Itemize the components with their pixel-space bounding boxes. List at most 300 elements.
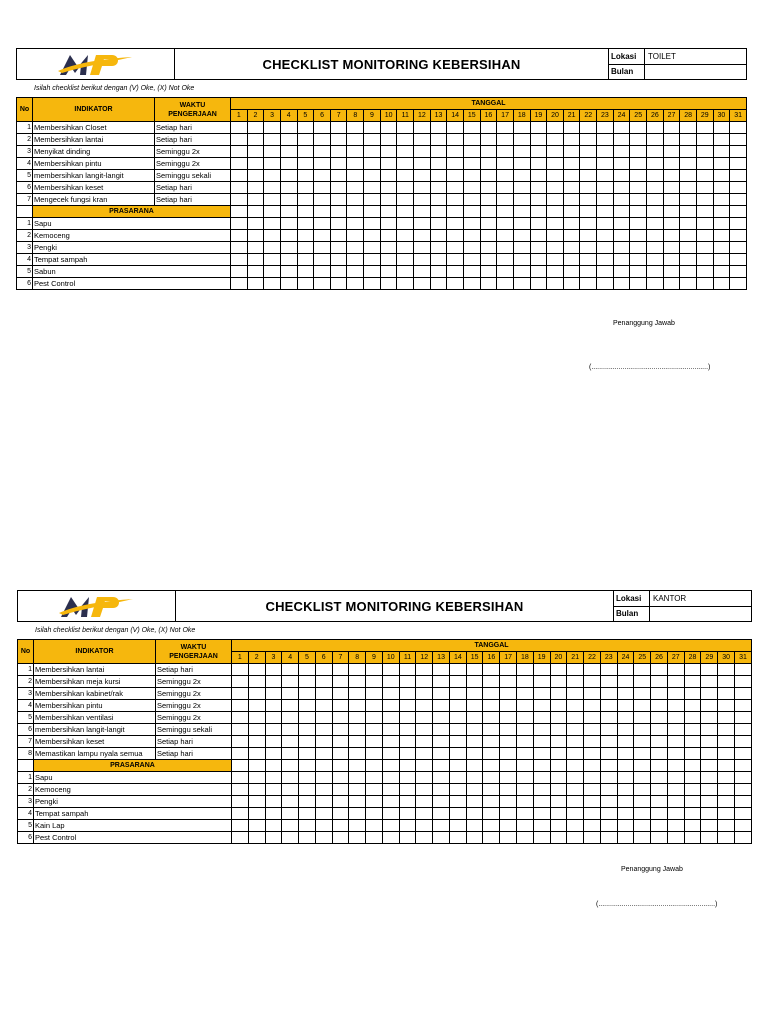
check-cell[interactable] — [349, 820, 366, 832]
check-cell[interactable] — [597, 230, 614, 242]
check-cell[interactable] — [416, 664, 433, 676]
check-cell[interactable] — [550, 712, 567, 724]
check-cell[interactable] — [634, 772, 651, 784]
check-cell[interactable] — [563, 182, 580, 194]
check-cell[interactable] — [364, 134, 381, 146]
check-cell[interactable] — [449, 664, 466, 676]
check-cell[interactable] — [397, 134, 414, 146]
check-cell[interactable] — [550, 724, 567, 736]
check-cell[interactable] — [701, 676, 718, 688]
check-cell[interactable] — [314, 230, 331, 242]
check-cell[interactable] — [533, 832, 550, 844]
check-cell[interactable] — [567, 700, 584, 712]
check-cell[interactable] — [347, 206, 364, 218]
check-cell[interactable] — [584, 808, 601, 820]
check-cell[interactable] — [430, 182, 447, 194]
check-cell[interactable] — [416, 676, 433, 688]
check-cell[interactable] — [264, 146, 281, 158]
check-cell[interactable] — [651, 688, 668, 700]
check-cell[interactable] — [718, 664, 735, 676]
check-cell[interactable] — [380, 134, 397, 146]
check-cell[interactable] — [265, 688, 282, 700]
check-cell[interactable] — [349, 676, 366, 688]
check-cell[interactable] — [382, 676, 399, 688]
check-cell[interactable] — [466, 808, 483, 820]
check-cell[interactable] — [265, 700, 282, 712]
check-cell[interactable] — [380, 170, 397, 182]
check-cell[interactable] — [563, 206, 580, 218]
check-cell[interactable] — [533, 724, 550, 736]
check-cell[interactable] — [730, 182, 747, 194]
check-cell[interactable] — [364, 230, 381, 242]
check-cell[interactable] — [634, 688, 651, 700]
check-cell[interactable] — [713, 122, 730, 134]
check-cell[interactable] — [630, 194, 647, 206]
check-cell[interactable] — [480, 170, 497, 182]
check-cell[interactable] — [330, 242, 347, 254]
check-cell[interactable] — [580, 170, 597, 182]
check-cell[interactable] — [530, 242, 547, 254]
check-cell[interactable] — [530, 146, 547, 158]
check-cell[interactable] — [667, 712, 684, 724]
check-cell[interactable] — [630, 170, 647, 182]
check-cell[interactable] — [414, 182, 431, 194]
check-cell[interactable] — [530, 266, 547, 278]
check-cell[interactable] — [416, 772, 433, 784]
check-cell[interactable] — [701, 796, 718, 808]
check-cell[interactable] — [630, 206, 647, 218]
check-cell[interactable] — [416, 724, 433, 736]
check-cell[interactable] — [447, 158, 464, 170]
check-cell[interactable] — [647, 218, 664, 230]
check-cell[interactable] — [684, 784, 701, 796]
check-cell[interactable] — [231, 122, 248, 134]
check-cell[interactable] — [584, 700, 601, 712]
check-cell[interactable] — [734, 712, 751, 724]
check-cell[interactable] — [264, 182, 281, 194]
check-cell[interactable] — [600, 784, 617, 796]
check-cell[interactable] — [730, 122, 747, 134]
check-cell[interactable] — [567, 784, 584, 796]
check-cell[interactable] — [480, 278, 497, 290]
check-cell[interactable] — [466, 736, 483, 748]
check-cell[interactable] — [718, 796, 735, 808]
check-cell[interactable] — [349, 700, 366, 712]
check-cell[interactable] — [497, 170, 514, 182]
check-cell[interactable] — [332, 736, 349, 748]
check-cell[interactable] — [483, 808, 500, 820]
check-cell[interactable] — [347, 134, 364, 146]
check-cell[interactable] — [696, 146, 713, 158]
check-cell[interactable] — [414, 266, 431, 278]
check-cell[interactable] — [547, 182, 564, 194]
check-cell[interactable] — [280, 242, 297, 254]
check-cell[interactable] — [713, 242, 730, 254]
check-cell[interactable] — [533, 760, 550, 772]
check-cell[interactable] — [314, 218, 331, 230]
check-cell[interactable] — [667, 772, 684, 784]
check-cell[interactable] — [447, 182, 464, 194]
check-cell[interactable] — [380, 266, 397, 278]
check-cell[interactable] — [617, 760, 634, 772]
check-cell[interactable] — [416, 820, 433, 832]
check-cell[interactable] — [547, 158, 564, 170]
check-cell[interactable] — [382, 700, 399, 712]
check-cell[interactable] — [366, 760, 383, 772]
check-cell[interactable] — [713, 158, 730, 170]
check-cell[interactable] — [347, 266, 364, 278]
check-cell[interactable] — [634, 808, 651, 820]
check-cell[interactable] — [433, 688, 450, 700]
check-cell[interactable] — [466, 724, 483, 736]
check-cell[interactable] — [299, 748, 316, 760]
check-cell[interactable] — [483, 832, 500, 844]
check-cell[interactable] — [349, 724, 366, 736]
check-cell[interactable] — [299, 808, 316, 820]
check-cell[interactable] — [663, 230, 680, 242]
check-cell[interactable] — [567, 712, 584, 724]
check-cell[interactable] — [366, 832, 383, 844]
check-cell[interactable] — [647, 182, 664, 194]
check-cell[interactable] — [414, 278, 431, 290]
check-cell[interactable] — [718, 784, 735, 796]
check-cell[interactable] — [480, 218, 497, 230]
check-cell[interactable] — [563, 218, 580, 230]
check-cell[interactable] — [517, 748, 534, 760]
check-cell[interactable] — [483, 748, 500, 760]
check-cell[interactable] — [584, 832, 601, 844]
check-cell[interactable] — [265, 748, 282, 760]
check-cell[interactable] — [713, 146, 730, 158]
check-cell[interactable] — [382, 772, 399, 784]
check-cell[interactable] — [280, 230, 297, 242]
check-cell[interactable] — [366, 724, 383, 736]
check-cell[interactable] — [483, 820, 500, 832]
check-cell[interactable] — [680, 278, 697, 290]
check-cell[interactable] — [297, 254, 314, 266]
check-cell[interactable] — [497, 122, 514, 134]
check-cell[interactable] — [584, 748, 601, 760]
check-cell[interactable] — [734, 772, 751, 784]
check-cell[interactable] — [617, 664, 634, 676]
check-cell[interactable] — [416, 688, 433, 700]
check-cell[interactable] — [299, 760, 316, 772]
check-cell[interactable] — [483, 724, 500, 736]
check-cell[interactable] — [550, 784, 567, 796]
check-cell[interactable] — [663, 134, 680, 146]
check-cell[interactable] — [734, 796, 751, 808]
check-cell[interactable] — [684, 820, 701, 832]
check-cell[interactable] — [617, 688, 634, 700]
check-cell[interactable] — [364, 254, 381, 266]
check-cell[interactable] — [634, 664, 651, 676]
check-cell[interactable] — [433, 772, 450, 784]
check-cell[interactable] — [580, 122, 597, 134]
check-cell[interactable] — [600, 832, 617, 844]
check-cell[interactable] — [433, 796, 450, 808]
check-cell[interactable] — [517, 736, 534, 748]
check-cell[interactable] — [380, 122, 397, 134]
check-cell[interactable] — [399, 832, 416, 844]
check-cell[interactable] — [600, 700, 617, 712]
check-cell[interactable] — [500, 784, 517, 796]
check-cell[interactable] — [701, 724, 718, 736]
check-cell[interactable] — [297, 146, 314, 158]
check-cell[interactable] — [696, 206, 713, 218]
check-cell[interactable] — [567, 772, 584, 784]
check-cell[interactable] — [248, 712, 265, 724]
check-cell[interactable] — [651, 724, 668, 736]
check-cell[interactable] — [382, 796, 399, 808]
check-cell[interactable] — [248, 736, 265, 748]
check-cell[interactable] — [500, 664, 517, 676]
check-cell[interactable] — [730, 230, 747, 242]
check-cell[interactable] — [282, 664, 299, 676]
check-cell[interactable] — [517, 832, 534, 844]
check-cell[interactable] — [613, 182, 630, 194]
check-cell[interactable] — [617, 712, 634, 724]
check-cell[interactable] — [397, 266, 414, 278]
check-cell[interactable] — [530, 230, 547, 242]
check-cell[interactable] — [480, 122, 497, 134]
check-cell[interactable] — [584, 664, 601, 676]
check-cell[interactable] — [366, 688, 383, 700]
check-cell[interactable] — [483, 700, 500, 712]
check-cell[interactable] — [680, 122, 697, 134]
check-cell[interactable] — [380, 206, 397, 218]
check-cell[interactable] — [713, 206, 730, 218]
check-cell[interactable] — [630, 254, 647, 266]
check-cell[interactable] — [480, 266, 497, 278]
check-cell[interactable] — [597, 278, 614, 290]
check-cell[interactable] — [647, 266, 664, 278]
check-cell[interactable] — [463, 182, 480, 194]
check-cell[interactable] — [264, 278, 281, 290]
check-cell[interactable] — [447, 230, 464, 242]
check-cell[interactable] — [447, 278, 464, 290]
check-cell[interactable] — [447, 266, 464, 278]
check-cell[interactable] — [680, 230, 697, 242]
check-cell[interactable] — [265, 724, 282, 736]
check-cell[interactable] — [297, 278, 314, 290]
check-cell[interactable] — [550, 772, 567, 784]
check-cell[interactable] — [734, 832, 751, 844]
check-cell[interactable] — [430, 218, 447, 230]
check-cell[interactable] — [449, 688, 466, 700]
check-cell[interactable] — [634, 748, 651, 760]
check-cell[interactable] — [667, 664, 684, 676]
check-cell[interactable] — [248, 664, 265, 676]
check-cell[interactable] — [397, 122, 414, 134]
check-cell[interactable] — [530, 278, 547, 290]
check-cell[interactable] — [315, 688, 332, 700]
check-cell[interactable] — [500, 760, 517, 772]
check-cell[interactable] — [347, 170, 364, 182]
check-cell[interactable] — [397, 218, 414, 230]
check-cell[interactable] — [382, 808, 399, 820]
check-cell[interactable] — [701, 700, 718, 712]
check-cell[interactable] — [280, 278, 297, 290]
check-cell[interactable] — [701, 736, 718, 748]
check-cell[interactable] — [530, 206, 547, 218]
check-cell[interactable] — [463, 158, 480, 170]
check-cell[interactable] — [734, 664, 751, 676]
check-cell[interactable] — [463, 218, 480, 230]
check-cell[interactable] — [382, 724, 399, 736]
check-cell[interactable] — [530, 158, 547, 170]
check-cell[interactable] — [680, 206, 697, 218]
check-cell[interactable] — [347, 242, 364, 254]
check-cell[interactable] — [347, 158, 364, 170]
check-cell[interactable] — [247, 218, 264, 230]
check-cell[interactable] — [696, 194, 713, 206]
check-cell[interactable] — [696, 158, 713, 170]
check-cell[interactable] — [299, 700, 316, 712]
check-cell[interactable] — [449, 808, 466, 820]
check-cell[interactable] — [347, 122, 364, 134]
check-cell[interactable] — [730, 242, 747, 254]
check-cell[interactable] — [617, 700, 634, 712]
check-cell[interactable] — [696, 254, 713, 266]
check-cell[interactable] — [349, 688, 366, 700]
check-cell[interactable] — [314, 242, 331, 254]
check-cell[interactable] — [347, 218, 364, 230]
check-cell[interactable] — [613, 134, 630, 146]
check-cell[interactable] — [264, 242, 281, 254]
check-cell[interactable] — [364, 182, 381, 194]
check-cell[interactable] — [315, 748, 332, 760]
check-cell[interactable] — [550, 676, 567, 688]
check-cell[interactable] — [463, 266, 480, 278]
check-cell[interactable] — [366, 676, 383, 688]
check-cell[interactable] — [730, 194, 747, 206]
check-cell[interactable] — [600, 748, 617, 760]
check-cell[interactable] — [430, 194, 447, 206]
check-cell[interactable] — [330, 194, 347, 206]
check-cell[interactable] — [466, 832, 483, 844]
check-cell[interactable] — [580, 182, 597, 194]
check-cell[interactable] — [299, 832, 316, 844]
check-cell[interactable] — [667, 700, 684, 712]
check-cell[interactable] — [500, 724, 517, 736]
check-cell[interactable] — [563, 122, 580, 134]
check-cell[interactable] — [264, 230, 281, 242]
check-cell[interactable] — [617, 784, 634, 796]
check-cell[interactable] — [651, 832, 668, 844]
check-cell[interactable] — [651, 808, 668, 820]
check-cell[interactable] — [382, 664, 399, 676]
check-cell[interactable] — [265, 676, 282, 688]
check-cell[interactable] — [517, 700, 534, 712]
check-cell[interactable] — [696, 242, 713, 254]
check-cell[interactable] — [366, 748, 383, 760]
check-cell[interactable] — [380, 254, 397, 266]
check-cell[interactable] — [264, 170, 281, 182]
check-cell[interactable] — [447, 122, 464, 134]
check-cell[interactable] — [600, 772, 617, 784]
check-cell[interactable] — [696, 230, 713, 242]
check-cell[interactable] — [280, 266, 297, 278]
check-cell[interactable] — [433, 736, 450, 748]
check-cell[interactable] — [497, 254, 514, 266]
check-cell[interactable] — [550, 688, 567, 700]
check-cell[interactable] — [299, 772, 316, 784]
check-cell[interactable] — [248, 688, 265, 700]
check-cell[interactable] — [713, 170, 730, 182]
check-cell[interactable] — [480, 146, 497, 158]
check-cell[interactable] — [280, 158, 297, 170]
check-cell[interactable] — [315, 808, 332, 820]
check-cell[interactable] — [364, 122, 381, 134]
check-cell[interactable] — [463, 278, 480, 290]
check-cell[interactable] — [584, 712, 601, 724]
check-cell[interactable] — [330, 182, 347, 194]
check-cell[interactable] — [500, 748, 517, 760]
check-cell[interactable] — [449, 700, 466, 712]
check-cell[interactable] — [232, 784, 249, 796]
check-cell[interactable] — [580, 158, 597, 170]
check-cell[interactable] — [297, 266, 314, 278]
check-cell[interactable] — [463, 134, 480, 146]
check-cell[interactable] — [416, 748, 433, 760]
check-cell[interactable] — [315, 712, 332, 724]
check-cell[interactable] — [513, 122, 530, 134]
check-cell[interactable] — [248, 700, 265, 712]
check-cell[interactable] — [232, 736, 249, 748]
check-cell[interactable] — [547, 170, 564, 182]
check-cell[interactable] — [513, 242, 530, 254]
check-cell[interactable] — [414, 146, 431, 158]
check-cell[interactable] — [547, 134, 564, 146]
check-cell[interactable] — [597, 134, 614, 146]
check-cell[interactable] — [265, 772, 282, 784]
check-cell[interactable] — [463, 206, 480, 218]
check-cell[interactable] — [647, 254, 664, 266]
check-cell[interactable] — [701, 820, 718, 832]
check-cell[interactable] — [684, 748, 701, 760]
check-cell[interactable] — [600, 796, 617, 808]
check-cell[interactable] — [630, 146, 647, 158]
check-cell[interactable] — [517, 688, 534, 700]
check-cell[interactable] — [399, 724, 416, 736]
check-cell[interactable] — [399, 700, 416, 712]
check-cell[interactable] — [667, 748, 684, 760]
check-cell[interactable] — [297, 170, 314, 182]
check-cell[interactable] — [315, 676, 332, 688]
check-cell[interactable] — [730, 278, 747, 290]
check-cell[interactable] — [366, 736, 383, 748]
check-cell[interactable] — [430, 206, 447, 218]
check-cell[interactable] — [399, 772, 416, 784]
check-cell[interactable] — [248, 772, 265, 784]
check-cell[interactable] — [500, 808, 517, 820]
check-cell[interactable] — [647, 170, 664, 182]
check-cell[interactable] — [297, 158, 314, 170]
check-cell[interactable] — [330, 230, 347, 242]
check-cell[interactable] — [513, 278, 530, 290]
check-cell[interactable] — [597, 254, 614, 266]
check-cell[interactable] — [517, 784, 534, 796]
check-cell[interactable] — [466, 676, 483, 688]
check-cell[interactable] — [730, 206, 747, 218]
check-cell[interactable] — [330, 122, 347, 134]
check-cell[interactable] — [332, 712, 349, 724]
check-cell[interactable] — [597, 158, 614, 170]
check-cell[interactable] — [517, 760, 534, 772]
check-cell[interactable] — [366, 808, 383, 820]
check-cell[interactable] — [264, 266, 281, 278]
check-cell[interactable] — [651, 676, 668, 688]
